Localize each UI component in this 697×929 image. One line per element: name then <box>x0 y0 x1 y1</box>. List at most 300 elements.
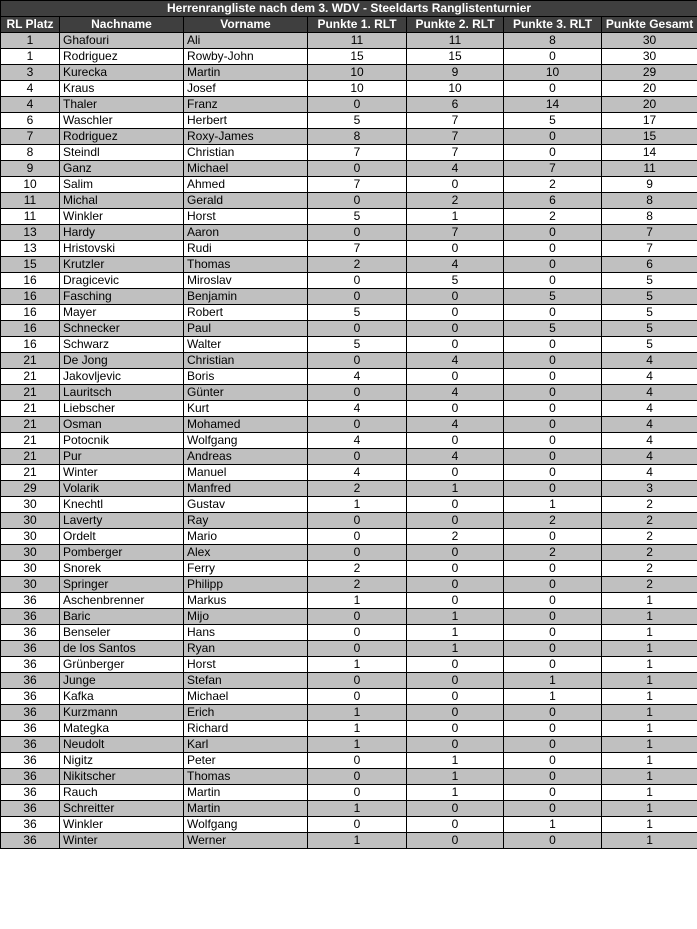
points-rlt3-cell: 0 <box>504 801 602 817</box>
points-total-cell: 29 <box>602 65 697 81</box>
table-title: Herrenrangliste nach dem 3. WDV - Steeldarts Ranglistenturnier <box>1 1 697 17</box>
rank-cell: 21 <box>1 417 60 433</box>
points-rlt1-cell: 8 <box>308 129 407 145</box>
lastname-cell: Snorek <box>60 561 184 577</box>
points-total-cell: 1 <box>602 673 697 689</box>
points-rlt1-cell: 1 <box>308 497 407 513</box>
lastname-cell: Rodriguez <box>60 49 184 65</box>
points-total-cell: 14 <box>602 145 697 161</box>
points-rlt2-cell: 2 <box>407 529 504 545</box>
points-total-cell: 1 <box>602 641 697 657</box>
points-total-cell: 3 <box>602 481 697 497</box>
table-row <box>1 705 697 721</box>
rank-cell: 29 <box>1 481 60 497</box>
rank-cell: 30 <box>1 577 60 593</box>
points-rlt1-cell: 0 <box>308 417 407 433</box>
points-rlt3-cell: 0 <box>504 49 602 65</box>
table-row <box>1 497 697 513</box>
points-total-cell: 1 <box>602 721 697 737</box>
firstname-cell: Rowby-John <box>184 49 308 65</box>
table-row <box>1 81 697 97</box>
points-rlt1-cell: 5 <box>308 305 407 321</box>
points-rlt2-cell: 4 <box>407 449 504 465</box>
rank-cell: 36 <box>1 689 60 705</box>
firstname-cell: Erich <box>184 705 308 721</box>
lastname-cell: Hardy <box>60 225 184 241</box>
rank-cell: 36 <box>1 801 60 817</box>
lastname-cell: Aschenbrenner <box>60 593 184 609</box>
lastname-cell: Ghafouri <box>60 33 184 49</box>
points-rlt2-cell: 0 <box>407 401 504 417</box>
firstname-cell: Martin <box>184 785 308 801</box>
lastname-cell: Michal <box>60 193 184 209</box>
points-rlt2-cell: 0 <box>407 833 504 849</box>
table-row <box>1 721 697 737</box>
points-rlt1-cell: 0 <box>308 385 407 401</box>
lastname-cell: Pomberger <box>60 545 184 561</box>
rank-cell: 36 <box>1 641 60 657</box>
points-total-cell: 2 <box>602 497 697 513</box>
table-row <box>1 257 697 273</box>
lastname-cell: De Jong <box>60 353 184 369</box>
points-total-cell: 5 <box>602 337 697 353</box>
points-total-cell: 30 <box>602 33 697 49</box>
rank-cell: 16 <box>1 273 60 289</box>
column-header-punkte-2-rlt[interactable]: Punkte 2. RLT <box>407 17 504 33</box>
table-row <box>1 657 697 673</box>
rank-cell: 10 <box>1 177 60 193</box>
points-rlt2-cell: 0 <box>407 177 504 193</box>
points-rlt2-cell: 1 <box>407 609 504 625</box>
firstname-cell: Rudi <box>184 241 308 257</box>
table-row <box>1 801 697 817</box>
rank-cell: 9 <box>1 161 60 177</box>
rank-cell: 3 <box>1 65 60 81</box>
rank-cell: 21 <box>1 465 60 481</box>
table-row <box>1 465 697 481</box>
points-rlt3-cell: 1 <box>504 817 602 833</box>
lastname-cell: Salim <box>60 177 184 193</box>
points-rlt3-cell: 14 <box>504 97 602 113</box>
table-row <box>1 289 697 305</box>
points-total-cell: 1 <box>602 817 697 833</box>
firstname-cell: Andreas <box>184 449 308 465</box>
points-rlt2-cell: 0 <box>407 593 504 609</box>
rank-cell: 1 <box>1 33 60 49</box>
points-total-cell: 4 <box>602 369 697 385</box>
points-rlt3-cell: 10 <box>504 65 602 81</box>
column-header-vorname[interactable]: Vorname <box>184 17 308 33</box>
column-header-rl-platz[interactable]: RL Platz <box>1 17 60 33</box>
points-rlt2-cell: 0 <box>407 369 504 385</box>
points-rlt1-cell: 0 <box>308 513 407 529</box>
points-total-cell: 5 <box>602 305 697 321</box>
points-total-cell: 6 <box>602 257 697 273</box>
points-rlt3-cell: 2 <box>504 513 602 529</box>
firstname-cell: Alex <box>184 545 308 561</box>
points-total-cell: 2 <box>602 561 697 577</box>
firstname-cell: Thomas <box>184 257 308 273</box>
table-row <box>1 833 697 849</box>
points-rlt2-cell: 4 <box>407 417 504 433</box>
table-row <box>1 529 697 545</box>
firstname-cell: Gustav <box>184 497 308 513</box>
points-rlt3-cell: 2 <box>504 545 602 561</box>
points-rlt2-cell: 0 <box>407 321 504 337</box>
lastname-cell: Osman <box>60 417 184 433</box>
points-total-cell: 4 <box>602 385 697 401</box>
firstname-cell: Michael <box>184 161 308 177</box>
points-rlt1-cell: 1 <box>308 737 407 753</box>
lastname-cell: Schwarz <box>60 337 184 353</box>
points-rlt2-cell: 10 <box>407 81 504 97</box>
points-rlt3-cell: 0 <box>504 833 602 849</box>
points-rlt2-cell: 1 <box>407 753 504 769</box>
points-rlt3-cell: 0 <box>504 145 602 161</box>
lastname-cell: Kafka <box>60 689 184 705</box>
rank-cell: 30 <box>1 497 60 513</box>
points-total-cell: 11 <box>602 161 697 177</box>
points-rlt2-cell: 0 <box>407 545 504 561</box>
firstname-cell: Boris <box>184 369 308 385</box>
points-rlt1-cell: 0 <box>308 273 407 289</box>
points-rlt1-cell: 0 <box>308 353 407 369</box>
lastname-cell: Schreitter <box>60 801 184 817</box>
points-rlt1-cell: 4 <box>308 369 407 385</box>
firstname-cell: Karl <box>184 737 308 753</box>
rank-cell: 30 <box>1 513 60 529</box>
points-rlt2-cell: 1 <box>407 785 504 801</box>
column-header-punkte-3-rlt[interactable]: Punkte 3. RLT <box>504 17 602 33</box>
table-row <box>1 625 697 641</box>
points-rlt1-cell: 2 <box>308 257 407 273</box>
table-row <box>1 785 697 801</box>
points-rlt3-cell: 0 <box>504 257 602 273</box>
lastname-cell: Steindl <box>60 145 184 161</box>
firstname-cell: Günter <box>184 385 308 401</box>
firstname-cell: Manfred <box>184 481 308 497</box>
points-rlt1-cell: 1 <box>308 721 407 737</box>
points-rlt3-cell: 5 <box>504 289 602 305</box>
points-rlt1-cell: 0 <box>308 641 407 657</box>
points-total-cell: 4 <box>602 465 697 481</box>
points-rlt3-cell: 0 <box>504 641 602 657</box>
rank-cell: 13 <box>1 225 60 241</box>
rank-cell: 6 <box>1 113 60 129</box>
points-total-cell: 1 <box>602 753 697 769</box>
lastname-cell: Rauch <box>60 785 184 801</box>
firstname-cell: Aaron <box>184 225 308 241</box>
lastname-cell: Kraus <box>60 81 184 97</box>
points-rlt3-cell: 0 <box>504 449 602 465</box>
points-rlt3-cell: 0 <box>504 561 602 577</box>
points-rlt1-cell: 4 <box>308 433 407 449</box>
rank-cell: 36 <box>1 705 60 721</box>
rank-cell: 36 <box>1 673 60 689</box>
firstname-cell: Wolfgang <box>184 433 308 449</box>
points-rlt2-cell: 0 <box>407 241 504 257</box>
points-total-cell: 4 <box>602 401 697 417</box>
points-rlt2-cell: 0 <box>407 721 504 737</box>
points-rlt3-cell: 0 <box>504 577 602 593</box>
lastname-cell: Kurecka <box>60 65 184 81</box>
rank-cell: 7 <box>1 129 60 145</box>
points-total-cell: 1 <box>602 625 697 641</box>
points-total-cell: 15 <box>602 129 697 145</box>
table-row <box>1 177 697 193</box>
points-rlt1-cell: 5 <box>308 337 407 353</box>
lastname-cell: Nikitscher <box>60 769 184 785</box>
rank-cell: 30 <box>1 529 60 545</box>
points-total-cell: 17 <box>602 113 697 129</box>
points-rlt2-cell: 0 <box>407 689 504 705</box>
rank-cell: 1 <box>1 49 60 65</box>
lastname-cell: Potocnik <box>60 433 184 449</box>
points-rlt2-cell: 0 <box>407 817 504 833</box>
lastname-cell: Winkler <box>60 209 184 225</box>
points-total-cell: 8 <box>602 209 697 225</box>
firstname-cell: Martin <box>184 65 308 81</box>
points-total-cell: 1 <box>602 801 697 817</box>
rank-cell: 21 <box>1 401 60 417</box>
rank-cell: 36 <box>1 817 60 833</box>
rank-cell: 36 <box>1 609 60 625</box>
firstname-cell: Martin <box>184 801 308 817</box>
points-rlt3-cell: 0 <box>504 337 602 353</box>
points-total-cell: 1 <box>602 705 697 721</box>
points-rlt1-cell: 0 <box>308 321 407 337</box>
points-total-cell: 30 <box>602 49 697 65</box>
points-rlt3-cell: 6 <box>504 193 602 209</box>
points-rlt3-cell: 0 <box>504 769 602 785</box>
points-rlt3-cell: 0 <box>504 593 602 609</box>
points-rlt1-cell: 5 <box>308 209 407 225</box>
firstname-cell: Gerald <box>184 193 308 209</box>
points-rlt2-cell: 0 <box>407 657 504 673</box>
lastname-cell: Pur <box>60 449 184 465</box>
lastname-cell: Dragicevic <box>60 273 184 289</box>
points-rlt1-cell: 0 <box>308 753 407 769</box>
table-row <box>1 641 697 657</box>
points-total-cell: 1 <box>602 689 697 705</box>
points-total-cell: 1 <box>602 833 697 849</box>
points-rlt1-cell: 4 <box>308 401 407 417</box>
points-rlt3-cell: 0 <box>504 417 602 433</box>
points-rlt3-cell: 7 <box>504 161 602 177</box>
points-rlt3-cell: 0 <box>504 785 602 801</box>
points-total-cell: 1 <box>602 737 697 753</box>
firstname-cell: Benjamin <box>184 289 308 305</box>
points-total-cell: 2 <box>602 513 697 529</box>
rank-cell: 16 <box>1 289 60 305</box>
lastname-cell: Hristovski <box>60 241 184 257</box>
points-total-cell: 1 <box>602 609 697 625</box>
points-rlt3-cell: 0 <box>504 401 602 417</box>
lastname-cell: Winkler <box>60 817 184 833</box>
points-rlt1-cell: 0 <box>308 449 407 465</box>
points-rlt3-cell: 1 <box>504 673 602 689</box>
points-rlt3-cell: 0 <box>504 385 602 401</box>
points-rlt3-cell: 0 <box>504 129 602 145</box>
title-row <box>1 1 697 17</box>
firstname-cell: Werner <box>184 833 308 849</box>
points-rlt2-cell: 0 <box>407 737 504 753</box>
firstname-cell: Manuel <box>184 465 308 481</box>
points-rlt1-cell: 4 <box>308 465 407 481</box>
points-rlt1-cell: 0 <box>308 769 407 785</box>
lastname-cell: de los Santos <box>60 641 184 657</box>
points-total-cell: 7 <box>602 225 697 241</box>
table-row <box>1 145 697 161</box>
lastname-cell: Junge <box>60 673 184 689</box>
firstname-cell: Walter <box>184 337 308 353</box>
table-row <box>1 577 697 593</box>
points-total-cell: 1 <box>602 785 697 801</box>
column-header-punkte-gesamt[interactable]: Punkte Gesamt <box>602 17 697 33</box>
points-rlt3-cell: 1 <box>504 689 602 705</box>
firstname-cell: Christian <box>184 353 308 369</box>
lastname-cell: Winter <box>60 833 184 849</box>
lastname-cell: Kurzmann <box>60 705 184 721</box>
table-row <box>1 97 697 113</box>
rank-cell: 36 <box>1 753 60 769</box>
rank-cell: 21 <box>1 369 60 385</box>
points-rlt1-cell: 5 <box>308 113 407 129</box>
points-total-cell: 4 <box>602 353 697 369</box>
points-rlt1-cell: 10 <box>308 81 407 97</box>
table-row <box>1 225 697 241</box>
rank-cell: 36 <box>1 833 60 849</box>
points-rlt2-cell: 1 <box>407 481 504 497</box>
points-rlt2-cell: 4 <box>407 385 504 401</box>
points-total-cell: 5 <box>602 289 697 305</box>
firstname-cell: Christian <box>184 145 308 161</box>
points-rlt3-cell: 0 <box>504 529 602 545</box>
points-rlt3-cell: 0 <box>504 353 602 369</box>
table-row <box>1 49 697 65</box>
lastname-cell: Benseler <box>60 625 184 641</box>
points-rlt2-cell: 7 <box>407 225 504 241</box>
lastname-cell: Jakovljevic <box>60 369 184 385</box>
points-rlt2-cell: 0 <box>407 497 504 513</box>
points-rlt2-cell: 7 <box>407 113 504 129</box>
firstname-cell: Philipp <box>184 577 308 593</box>
column-header-punkte-1-rlt[interactable]: Punkte 1. RLT <box>308 17 407 33</box>
rank-cell: 21 <box>1 449 60 465</box>
points-rlt1-cell: 1 <box>308 657 407 673</box>
column-header-nachname[interactable]: Nachname <box>60 17 184 33</box>
lastname-cell: Laverty <box>60 513 184 529</box>
points-rlt1-cell: 0 <box>308 193 407 209</box>
table-row <box>1 433 697 449</box>
rank-cell: 4 <box>1 97 60 113</box>
points-rlt1-cell: 0 <box>308 785 407 801</box>
firstname-cell: Richard <box>184 721 308 737</box>
points-total-cell: 1 <box>602 593 697 609</box>
firstname-cell: Mario <box>184 529 308 545</box>
points-total-cell: 5 <box>602 321 697 337</box>
points-rlt2-cell: 0 <box>407 577 504 593</box>
table-row <box>1 209 697 225</box>
firstname-cell: Stefan <box>184 673 308 689</box>
points-rlt3-cell: 0 <box>504 81 602 97</box>
points-rlt3-cell: 5 <box>504 113 602 129</box>
points-rlt2-cell: 0 <box>407 305 504 321</box>
lastname-cell: Ordelt <box>60 529 184 545</box>
points-rlt3-cell: 0 <box>504 241 602 257</box>
points-rlt2-cell: 7 <box>407 145 504 161</box>
firstname-cell: Thomas <box>184 769 308 785</box>
rank-cell: 4 <box>1 81 60 97</box>
points-rlt2-cell: 0 <box>407 705 504 721</box>
points-rlt2-cell: 0 <box>407 801 504 817</box>
table-row <box>1 33 697 49</box>
table-row <box>1 321 697 337</box>
rank-cell: 36 <box>1 785 60 801</box>
points-rlt2-cell: 5 <box>407 273 504 289</box>
rank-cell: 36 <box>1 769 60 785</box>
lastname-cell: Waschler <box>60 113 184 129</box>
rank-cell: 36 <box>1 657 60 673</box>
table-body <box>1 33 697 849</box>
points-rlt2-cell: 9 <box>407 65 504 81</box>
table-row <box>1 513 697 529</box>
table-row <box>1 817 697 833</box>
firstname-cell: Peter <box>184 753 308 769</box>
points-total-cell: 5 <box>602 273 697 289</box>
table-row <box>1 353 697 369</box>
points-rlt1-cell: 1 <box>308 833 407 849</box>
rank-cell: 8 <box>1 145 60 161</box>
points-rlt3-cell: 2 <box>504 177 602 193</box>
points-rlt2-cell: 1 <box>407 625 504 641</box>
lastname-cell: Mayer <box>60 305 184 321</box>
points-total-cell: 7 <box>602 241 697 257</box>
table-row <box>1 689 697 705</box>
points-total-cell: 1 <box>602 769 697 785</box>
firstname-cell: Ahmed <box>184 177 308 193</box>
rank-cell: 21 <box>1 433 60 449</box>
points-rlt1-cell: 0 <box>308 545 407 561</box>
rank-cell: 16 <box>1 337 60 353</box>
table-row <box>1 161 697 177</box>
rank-cell: 21 <box>1 353 60 369</box>
table-row <box>1 769 697 785</box>
points-rlt2-cell: 0 <box>407 433 504 449</box>
points-rlt1-cell: 1 <box>308 801 407 817</box>
points-rlt3-cell: 0 <box>504 705 602 721</box>
points-total-cell: 20 <box>602 81 697 97</box>
lastname-cell: Volarik <box>60 481 184 497</box>
firstname-cell: Hans <box>184 625 308 641</box>
points-total-cell: 4 <box>602 449 697 465</box>
lastname-cell: Mategka <box>60 721 184 737</box>
points-total-cell: 9 <box>602 177 697 193</box>
lastname-cell: Grünberger <box>60 657 184 673</box>
rank-cell: 16 <box>1 305 60 321</box>
points-total-cell: 2 <box>602 545 697 561</box>
points-rlt1-cell: 0 <box>308 529 407 545</box>
points-rlt2-cell: 4 <box>407 161 504 177</box>
points-rlt1-cell: 7 <box>308 177 407 193</box>
points-rlt2-cell: 0 <box>407 561 504 577</box>
firstname-cell: Horst <box>184 209 308 225</box>
points-rlt3-cell: 2 <box>504 209 602 225</box>
points-rlt3-cell: 0 <box>504 481 602 497</box>
rank-cell: 36 <box>1 593 60 609</box>
points-rlt3-cell: 0 <box>504 273 602 289</box>
points-rlt1-cell: 15 <box>308 49 407 65</box>
